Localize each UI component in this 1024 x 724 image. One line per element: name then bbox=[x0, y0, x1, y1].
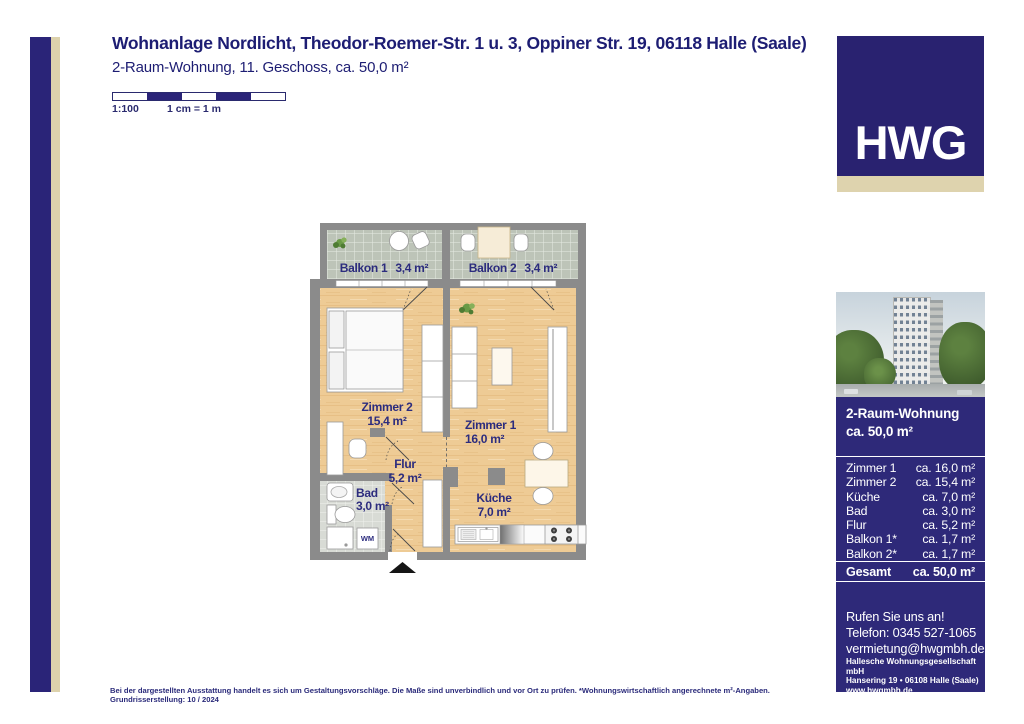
left-accent-bar bbox=[30, 37, 51, 692]
room-label-zimmer2: Zimmer 2 15,4 m² bbox=[361, 400, 413, 428]
room-label-balkon1: Balkon 1 3,4 m² bbox=[339, 261, 429, 275]
panel-divider bbox=[836, 561, 985, 562]
footer-disclaimer: Bei der dargestellten Ausstattung handelt es sich um Gestaltungsvorschläge. Die Maße sind unverbindlich und vor Ort zu prüfen. *Wohnungswirtschaftlich angerechnete m²-Angaben. Grundrisserstellung: 10 / 2024 bbox=[110, 686, 770, 704]
company-block bbox=[846, 657, 981, 695]
photo-car bbox=[957, 390, 972, 395]
room-area-row: Zimmer 2 ca. 15,4 m² bbox=[846, 475, 975, 490]
photo-car bbox=[844, 389, 858, 394]
left-accent-bar-beige bbox=[51, 37, 60, 692]
panel-divider bbox=[836, 581, 985, 582]
scale-equivalence-label: 1 cm = 1 m bbox=[167, 103, 221, 115]
company-name: Hallesche Wohnungsgesellschaft mbH bbox=[846, 657, 976, 676]
company-website: www.hwgmbh.de bbox=[846, 685, 913, 695]
room-label-bad: Bad 3,0 m² bbox=[356, 486, 389, 513]
panel-divider bbox=[836, 456, 985, 457]
contact-block bbox=[846, 609, 985, 657]
photo-highrise-front bbox=[893, 297, 931, 393]
hwg-logo-text: HWG bbox=[854, 116, 967, 169]
total-row: Gesamt ca. 50,0 m² bbox=[846, 565, 975, 579]
room-area-list bbox=[846, 461, 975, 561]
apartment-info-panel bbox=[836, 397, 985, 695]
photo-tree-right bbox=[939, 322, 985, 390]
contact-cta: Rufen Sie uns an! bbox=[846, 609, 945, 624]
washing-machine-label: WM bbox=[360, 534, 375, 543]
room-area-row: Balkon 1* ca. 1,7 m² bbox=[846, 532, 975, 547]
hwg-logo-beige-strip bbox=[837, 176, 984, 192]
room-label-zimmer1: Zimmer 1 16,0 m² bbox=[465, 418, 516, 446]
page-subtitle: 2-Raum-Wohnung, 11. Geschoss, ca. 50,0 m² bbox=[112, 59, 409, 76]
hwg-logo bbox=[837, 36, 984, 176]
building-photo bbox=[836, 292, 985, 397]
room-label-balkon2: Balkon 2 3,4 m² bbox=[468, 261, 558, 275]
panel-summary bbox=[846, 405, 959, 440]
room-area-row: Zimmer 1 ca. 16,0 m² bbox=[846, 461, 975, 475]
room-label-flur: Flur 5,2 m² bbox=[388, 457, 422, 485]
entrance-arrow bbox=[389, 562, 416, 573]
scale-bar bbox=[112, 92, 286, 101]
room-area-row: Bad ca. 3,0 m² bbox=[846, 503, 975, 518]
page-title: Wohnanlage Nordlicht, Theodor-Roemer-Str. 1 u. 3, Oppiner Str. 19, 06118 Halle (Saale) bbox=[112, 33, 807, 53]
room-label-kueche: Küche 7,0 m² bbox=[476, 491, 512, 519]
contact-email: vermietung@hwgmbh.de bbox=[846, 641, 985, 656]
scale-ratio-label: 1:100 bbox=[112, 103, 139, 115]
room-area-row: Balkon 2* ca. 1,7 m² bbox=[846, 546, 975, 561]
panel-summary-title: 2-Raum-Wohnung bbox=[846, 406, 960, 421]
floor-plan bbox=[300, 215, 600, 580]
room-area-row: Flur ca. 5,2 m² bbox=[846, 518, 975, 533]
panel-summary-area: ca. 50,0 m² bbox=[846, 423, 913, 439]
room-area-row: Küche ca. 7,0 m² bbox=[846, 489, 975, 504]
company-address: Hansering 19 • 06108 Halle (Saale) bbox=[846, 676, 979, 686]
contact-phone: Telefon: 0345 527-1065 bbox=[846, 625, 977, 640]
